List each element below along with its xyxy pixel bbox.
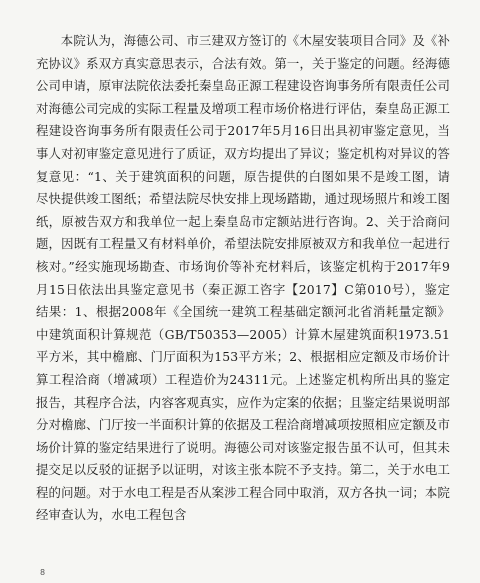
paragraph: 本院认为，海德公司、市三建双方签订的《木屋安装项目合同》及《补充协议》系双方真实意思表示，合法有效。第一，关于鉴定的问题。经海德公司申请，原审法院依法委托秦皇岛正源工程建设咨询事务所有限责任公司对海德公司完成的实际工程量及增项工程市场价格进行评估，秦皇岛正源工程建设咨询事务所有限责任公司于2017年5月16日出具初审鉴定意见，当事人对初审鉴定意见进行了质证，双方均提出了异议；鉴定机构对异议的答复意见：“1、关于建筑面积的问题，原告提供的白图如果不是竣工图，请尽快提供竣工图纸；希望法院尽快安排上现场踏勘，通过现场照片和竣工图纸，原被告双方和我单位一起上秦皇岛市定额站进行咨询。2、关于洽商问题，因既有工程量又有材料单价，希望法院安排原被双方和我单位一起进行核对。”经实施现场勘查、市场询价等补充材料后，该鉴定机构于2017年9月15日依法出具鉴定意见书（秦正源工咨字【2017】C第010号），鉴定结果：1、根据2008年《全国统一建筑工程基础定额河北省消耗量定额》中建筑面积计算规范（GB/T50353—2005）计算木屋建筑面积1973.51平方米，其中檐廊、门厅面积为153平方米；2、根据相应定额及市场价计算工程洽商（增减项）工程造价为24311元。上述鉴定机构所出具的鉴定报告，其程序合法，内容客观真实，应作为定案的依据；且鉴定结果说明部分对檐廊、门厅按一半面积计算的依据及工程洽商增减项按照相应定额及市场价计算的鉴定结果进行了说明。海德公司对该鉴定报告虽不认可，但其未提交足以反驳的证据予以证明，对该主张本院不予支持。第二，关于水电工程的问题。对于水电工程是否从案涉工程合同中取消，双方各执一词；本院经审查认为，水电工程包含: [36, 33, 450, 523]
body-text: [36, 30, 450, 527]
page-number: 8: [40, 568, 46, 577]
